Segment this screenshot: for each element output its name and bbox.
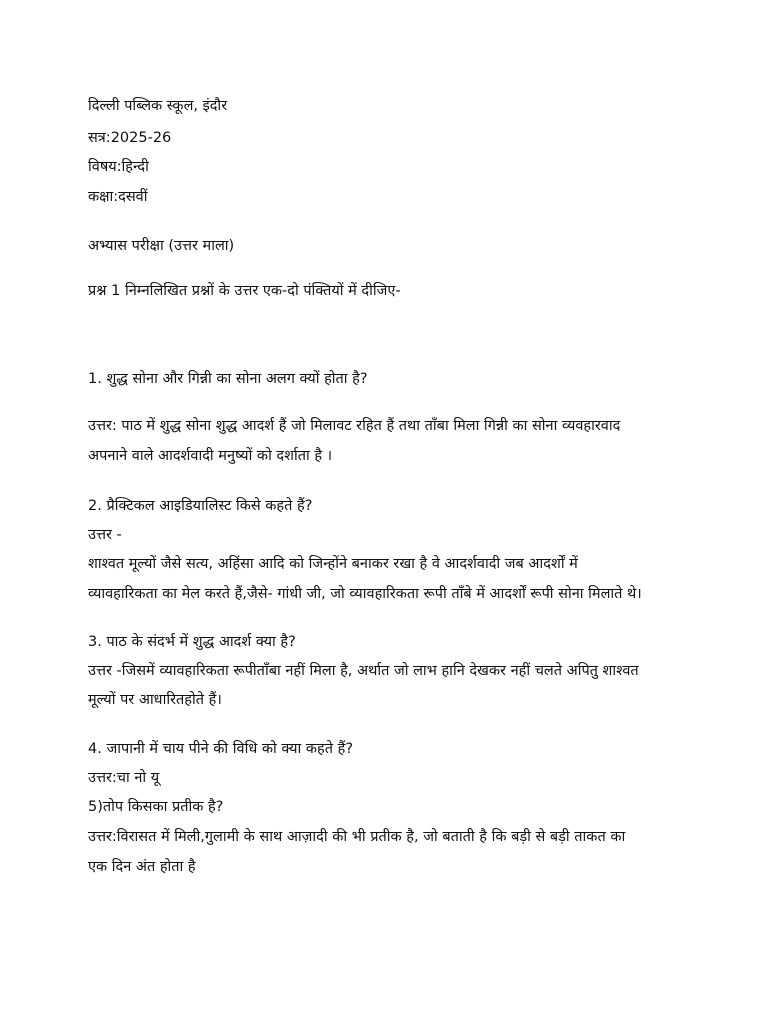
question-1: 1. शुद्ध सोना और गिन्नी का सोना अलग क्यों होता है? xyxy=(88,371,368,387)
instruction-line: प्रश्न 1 निम्नलिखित प्रश्नों के उत्तर एक-दो पंक्तियों में दीजिए- xyxy=(88,283,401,299)
answer-2-line-1: शाश्वत मूल्यों जैसे सत्य, अहिंसा आदि को जिन्होंने बनाकर रखा है वे आदर्शवादी जब आदर्शों में xyxy=(88,556,578,572)
answer-2-line-2: व्यावहारिकता का मेल करते हैं,जैसे- गांधी जी, जो व्यावहारिकता रूपी ताँबे में आदर्शों रूपी सोना मिलाते थे। xyxy=(88,586,642,602)
answer-5-line-1: उत्तर:विरासत में मिली,गुलामी के साथ आज़ादी की भी प्रतीक है, जो बताती है कि बड़ी से बड़ी ताकत का xyxy=(88,829,626,845)
answer-3-line-2: मूल्यों पर आधारितहोते हैं। xyxy=(88,692,222,708)
question-2: 2. प्रैक्टिकल आइडियालिस्ट किसे कहते हैं? xyxy=(88,498,313,514)
question-3: 3. पाठ के संदर्भ में शुद्ध आदर्श क्या है? xyxy=(88,634,296,650)
subject-line: विषय:हिन्दी xyxy=(88,159,149,175)
session-line: सत्र:2025-26 xyxy=(88,130,172,146)
question-4: 4. जापानी में चाय पीने की विधि को क्या कहते हैं? xyxy=(88,741,354,757)
answer-4: उत्तर:चा नो यू xyxy=(88,770,160,786)
exam-title: अभ्यास परीक्षा (उत्तर माला) xyxy=(88,238,235,254)
question-5: 5)तोप किसका प्रतीक है? xyxy=(88,799,224,815)
school-name: दिल्ली पब्लिक स्कूल, इंदौर xyxy=(88,98,228,114)
answer-5-line-2: एक दिन अंत होता है xyxy=(88,859,196,875)
answer-1-line-1: उत्तर: पाठ में शुद्ध सोना शुद्ध आदर्श हैं जो मिलावट रहित हैं तथा ताँबा मिला गिन्नी का सोना व्यवहारवाद xyxy=(88,418,621,434)
answer-2-label: उत्तर - xyxy=(88,527,122,543)
answer-3-line-1: उत्तर -जिसमें व्यावहारिकता रूपीताँबा नहीं मिला है, अर्थात जो लाभ हानि देखकर नहीं चलते अपितु शाश्वत xyxy=(88,663,639,679)
class-line: कक्षा:दसवीं xyxy=(88,189,148,205)
answer-1-line-2: अपनाने वाले आदर्शवादी मनुष्यों को दर्शाता है । xyxy=(88,448,333,464)
